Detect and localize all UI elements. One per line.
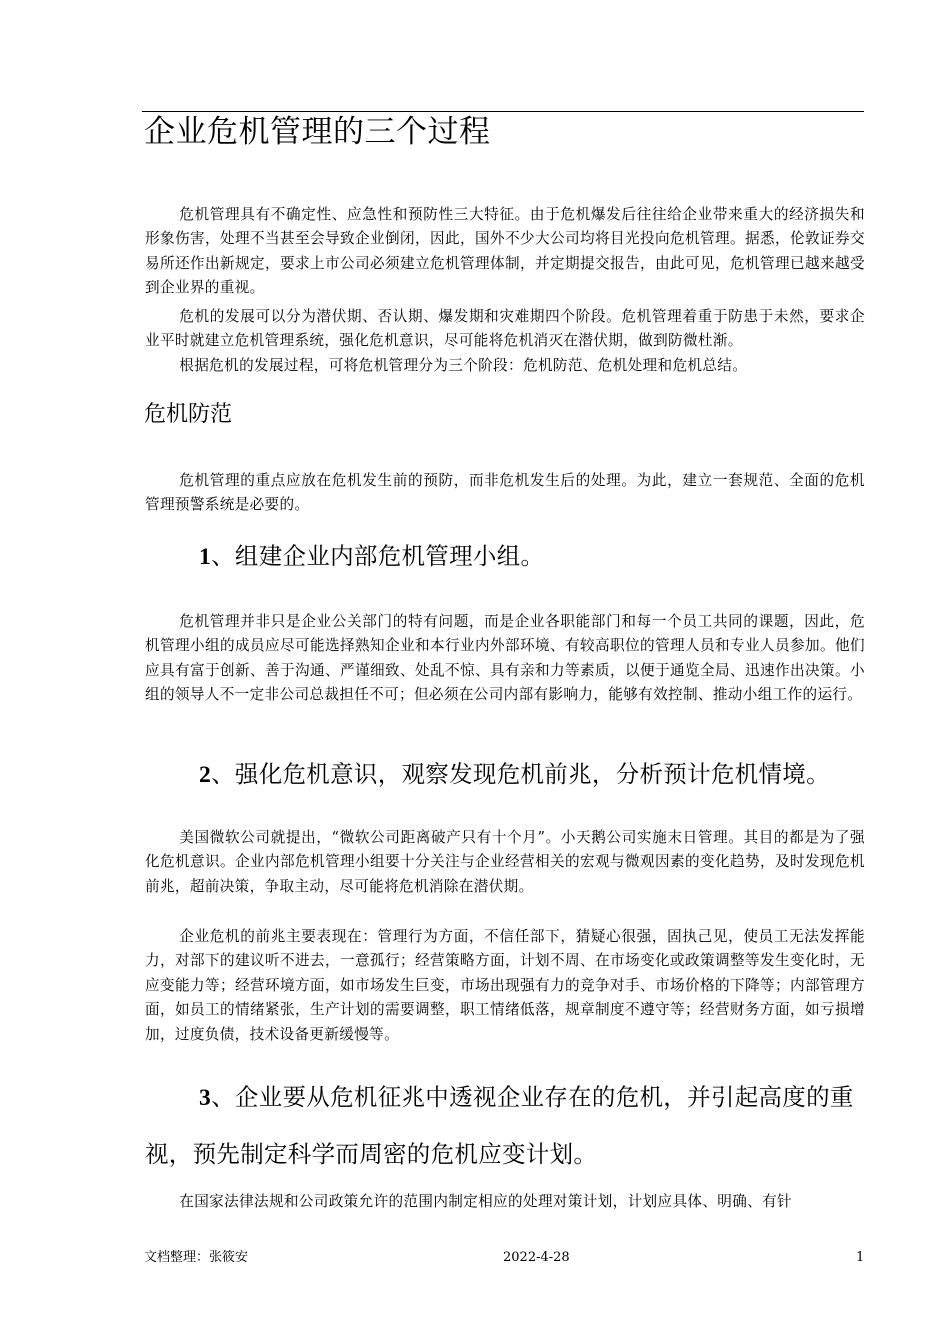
subheading-item-2 <box>145 757 865 792</box>
item-3-paragraph: 在国家法律法规和公司政策允许的范围内制定相应的处理对策计划，计划应具体、明确、有针 <box>179 1193 792 1210</box>
item-2-paragraph-1: 美国微软公司就提出，“微软公司距离破产只有十个月”。小天鹅公司实施末日管理。其目的都是为了强化危机意识。企业内部危机管理小组要十分关注与企业经营相关的宏观与微观因素的变化趋势，及时发现危机前兆，超前决策，争取主动，尽可能将危机消除在潜伏期。 <box>145 829 865 895</box>
item-2-paragraph-2: 企业危机的前兆主要表现在：管理行为方面，不信任部下，猜疑心很强，固执己见，使员工无法发挥能力，对部下的建议听不进去，一意孤行；经营策略方面，计划不周、在市场变化或政策调整等发生变化时，无应变能力等；经营环境方面，如市场发生巨变，市场出现强有力的竞争对手、市场价格的下降等；内部管理方面，如员工的情绪紧张，生产计划的需要调整，职工情绪低落，规章制度不遵守等；经营财务方面，如亏损增加，过度负债，技术设备更新缓慢等。 <box>145 928 865 1043</box>
document-title: 企业危机管理的三个过程 <box>144 114 491 150</box>
subheading-item-3 <box>145 1069 865 1182</box>
intro-paragraph-1: 危机管理具有不确定性、应急性和预防性三大特征。由于危机爆发后往往给企业带来重大的经济损失和形象伤害，处理不当甚至会导致企业倒闭，因此，国外不少大公司均将目光投向危机管理。据悉，伦敦证券交易所还作出新规定，要求上市公司必须建立危机管理体制，并定期提交报告，由此可见，危机管理已越来越受到企业界的重视。 <box>145 206 865 297</box>
footer-author: 文档整理：张筱安 <box>144 1250 249 1265</box>
section-paragraph-prevention: 危机管理的重点应放在危机发生前的预防，而非危机发生后的处理。为此，建立一套规范、全面的危机管理预警系统是必要的。 <box>145 472 865 514</box>
item-heading-text: 、企业要从危机征兆中透视企业存在的危机，并引起高度的重视，预先制定科学而周密的危机应变计划。 <box>145 1083 854 1168</box>
section-heading-crisis-prevention: 危机防范 <box>144 402 233 427</box>
footer-page-number: 1 <box>856 1250 865 1265</box>
subheading-item-1 <box>145 539 865 574</box>
intro-paragraph-2: 危机的发展可以分为潜伏期、否认期、爆发期和灾难期四个阶段。危机管理着重于防患于未然，要求企业平时就建立危机管理系统，强化危机意识，尽可能将危机消灭在潜伏期，做到防微杜渐。 <box>145 308 865 350</box>
item-number: 3 <box>199 1085 212 1111</box>
item-1-paragraph: 危机管理并非只是企业公关部门的特有问题，而是企业各职能部门和每一个员工共同的课题，因此，危机管理小组的成员应尽可能选择熟知企业和本行业内外部环境、有较高职位的管理人员和专业人员参加。他们应具有富于创新、善于沟通、严谨细致、处乱不惊、具有亲和力等素质，以便于通览全局、迅速作出决策。小组的领导人不一定非公司总裁担任不可；但必须在公司内部有影响力，能够有效控制、推动小组工作的运行。 <box>145 613 865 704</box>
item-number: 2 <box>199 762 212 788</box>
intro-paragraph-3: 根据危机的发展过程，可将危机管理分为三个阶段：危机防范、危机处理和危机总结。 <box>179 357 748 374</box>
footer-date: 2022-4-28 <box>503 1250 570 1265</box>
item-heading-text: 、组建企业内部危机管理小组。 <box>211 542 545 570</box>
header-rule <box>142 111 864 112</box>
item-heading-text: 、强化危机意识，观察发现危机前兆，分析预计危机情境。 <box>211 760 830 788</box>
item-number: 1 <box>199 544 212 570</box>
